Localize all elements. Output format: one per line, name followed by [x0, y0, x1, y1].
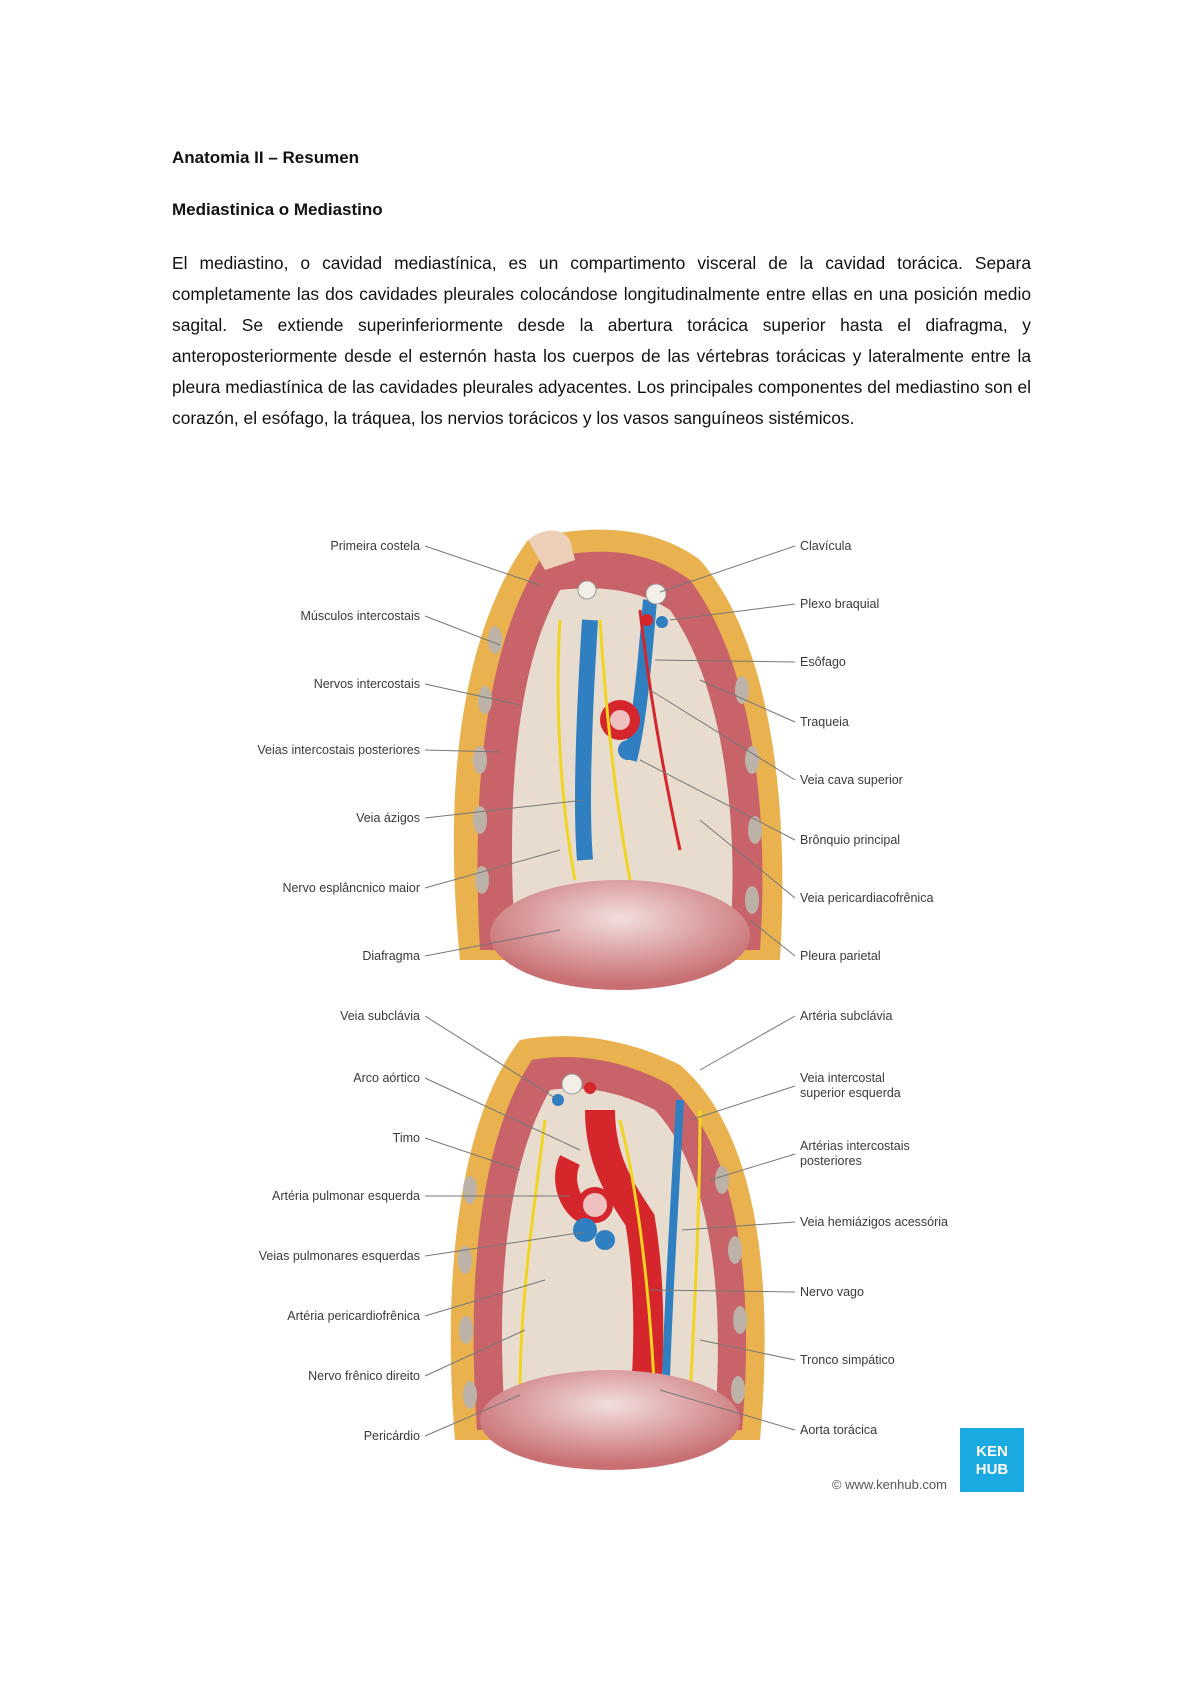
label-nervos-intercostais: Nervos intercostais — [313, 677, 420, 691]
label-veia-subclavia: Veia subclávia — [340, 1009, 420, 1023]
label-tronco-simpatico: Tronco simpático — [800, 1353, 895, 1367]
label-veia-cava-superior: Veia cava superior — [800, 773, 903, 787]
label-aorta-toracica: Aorta torácica — [800, 1423, 878, 1437]
label-primeira-costela: Primeira costela — [330, 539, 420, 553]
label-veia-azigos: Veia ázigos — [356, 811, 420, 825]
label-nervo-frenico-direito: Nervo frênico direito — [308, 1369, 420, 1383]
label-veia-hemiazigos-acessoria: Veia hemiázigos acessória — [800, 1215, 948, 1229]
mediastinum-right-view-illustration — [454, 530, 783, 990]
top-figure-left-labels — [257, 539, 420, 963]
bottom-figure-right-labels — [800, 1009, 948, 1437]
body-paragraph: El mediastino, o cavidad mediastínica, es un compartimento visceral de la cavidad torácica. Separa completamente las dos cavidades pleurales colocándose longitudinalmente entre ellas en una posición medio sagital. Se extiende superinferiormente desde la abertura torácica superior hasta el diafragma, y anteroposteriormente desde el esternón hasta los cuerpos de las vértebras torácicas y lateralmente entre la pleura mediastínica de las cavidades pleurales adyacentes. Los principales componentes del mediastino son el corazón, el esófago, la tráquea, los nervios torácicos y los vasos sanguíneos sistémicos. — [172, 253, 1031, 428]
label-pleura-parietal: Pleura parietal — [800, 949, 881, 963]
logo-text-hub: HUB — [975, 1461, 1009, 1478]
label-musculos-intercostais: Músculos intercostais — [300, 609, 420, 623]
label-veias-pulmonares-esquerdas: Veias pulmonares esquerdas — [258, 1249, 420, 1263]
label-posteriores: posteriores — [800, 1154, 862, 1168]
label-clavicula: Clavícula — [800, 539, 852, 553]
label-nervo-vago: Nervo vago — [800, 1285, 864, 1299]
label-plexo-braquial: Plexo braquial — [800, 597, 880, 611]
label-arteria-subclavia: Artéria subclávia — [800, 1009, 893, 1023]
label-pericardio: Pericárdio — [363, 1429, 420, 1443]
document-title: Anatomia II – Resumen — [172, 148, 360, 167]
label-esofago: Esôfago — [800, 655, 846, 669]
label-arterias-intercostais: Artérias intercostais — [800, 1139, 910, 1153]
logo-text-ken: KEN — [976, 1443, 1008, 1460]
kenhub-logo — [960, 1428, 1024, 1492]
label-nervo-esplancnico-maior: Nervo esplâncnico maior — [282, 881, 420, 895]
copyright-notice: © www.kenhub.com — [831, 1477, 947, 1492]
bottom-figure-left-labels — [259, 1009, 420, 1443]
top-figure-right-labels — [800, 539, 933, 963]
label-traqueia: Traqueia — [800, 715, 849, 729]
label-bronquio-principal: Brônquio principal — [800, 833, 901, 847]
label-arteria-pericardiofrenica: Artéria pericardiofrênica — [287, 1309, 420, 1323]
label-diafragma: Diafragma — [362, 949, 420, 963]
label-veia-pericardiacofrenica: Veia pericardiacofrênica — [800, 891, 934, 905]
label-veias-intercostais-posteriores: Veias intercostais posteriores — [257, 743, 420, 757]
label-arteria-pulmonar-esquerda: Artéria pulmonar esquerda — [272, 1189, 420, 1203]
label-veia-intercostal: Veia intercostal — [800, 1071, 885, 1085]
label-superior-esquerda: superior esquerda — [800, 1086, 901, 1100]
section-heading: Mediastinica o Mediastino — [172, 200, 383, 219]
label-timo: Timo — [392, 1131, 420, 1145]
label-arco-aortico: Arco aórtico — [353, 1071, 420, 1085]
